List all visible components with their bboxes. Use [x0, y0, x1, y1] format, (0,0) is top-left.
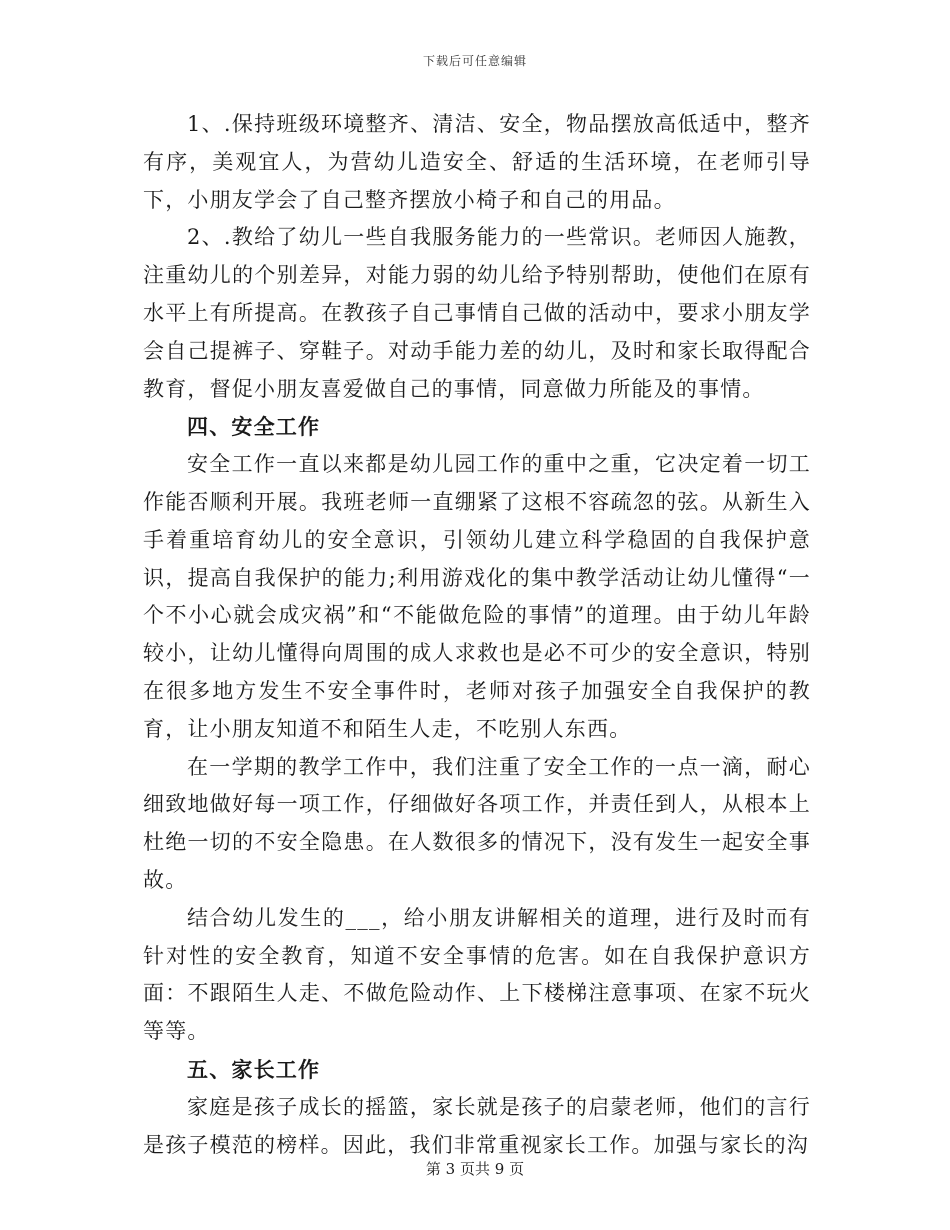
paragraph-6: 家庭是孩子成长的摇篮，家长就是孩子的启蒙老师，他们的言行是孩子模范的榜样。因此，我们非常重视家长工作。加强与家长的沟 [143, 1094, 811, 1157]
section-heading-safety: 四、安全工作 [187, 414, 321, 440]
document-body [143, 106, 811, 1164]
paragraph-3: 安全工作一直以来都是幼儿园工作的重中之重，它决定着一切工作能否顺利开展。我班老师一直绷紧了这根不容疏忽的弦。从新生入手着重培育幼儿的安全意识，引领幼儿建立科学稳固的自我保护意识，提高自我保护的能力;利用游戏化的集中教学活动让幼儿懂得“一个不小心就会成灾祸”和“不能做危险的事情”的道理。由于幼儿年龄较小，让幼儿懂得向周围的成人求救也是必不可少的安全意识，特别在很多地方发生不安全事件时，老师对孩子加强安全自我保护的教育，让小朋友知道不和陌生人走，不吃别人东西。 [143, 452, 811, 741]
paragraph-2: 2、.教给了幼儿一些自我服务能力的一些常识。老师因人施教，注重幼儿的个别差异，对能力弱的幼儿给予特别帮助，使他们在原有水平上有所提高。在教孩子自己事情自己做的活动中，要求小朋友学会自己提裤子、穿鞋子。对动手能力差的幼儿，及时和家长取得配合教育，督促小朋友喜爱做自己的事情，同意做力所能及的事情。 [143, 225, 811, 401]
paragraph-1: 1、.保持班级环境整齐、清洁、安全，物品摆放高低适中，整齐有序，美观宜人，为营幼儿造安全、舒适的生活环境，在老师引导下，小朋友学会了自己整齐摆放小椅子和自己的用品。 [143, 112, 811, 212]
page-number-footer: 第 3 页共 9 页 [425, 1160, 525, 1178]
paragraph-4: 在一学期的教学工作中，我们注重了安全工作的一点一滴，耐心细致地做好每一项工作，仔细做好各项工作，并责任到人，从根本上杜绝一切的不安全隐患。在人数很多的情况下，没有发生一起安全事故。 [143, 754, 811, 892]
paragraph-5: 结合幼儿发生的___，给小朋友讲解相关的道理，进行及时而有针对性的安全教育，知道不安全事情的危害。如在自我保护意识方面：不跟陌生人走、不做危险动作、上下楼梯注意事项、在家不玩火等等。 [143, 905, 811, 1044]
section-heading-parents: 五、家长工作 [187, 1056, 321, 1082]
page-header: 下载后可任意编辑 [422, 54, 527, 68]
